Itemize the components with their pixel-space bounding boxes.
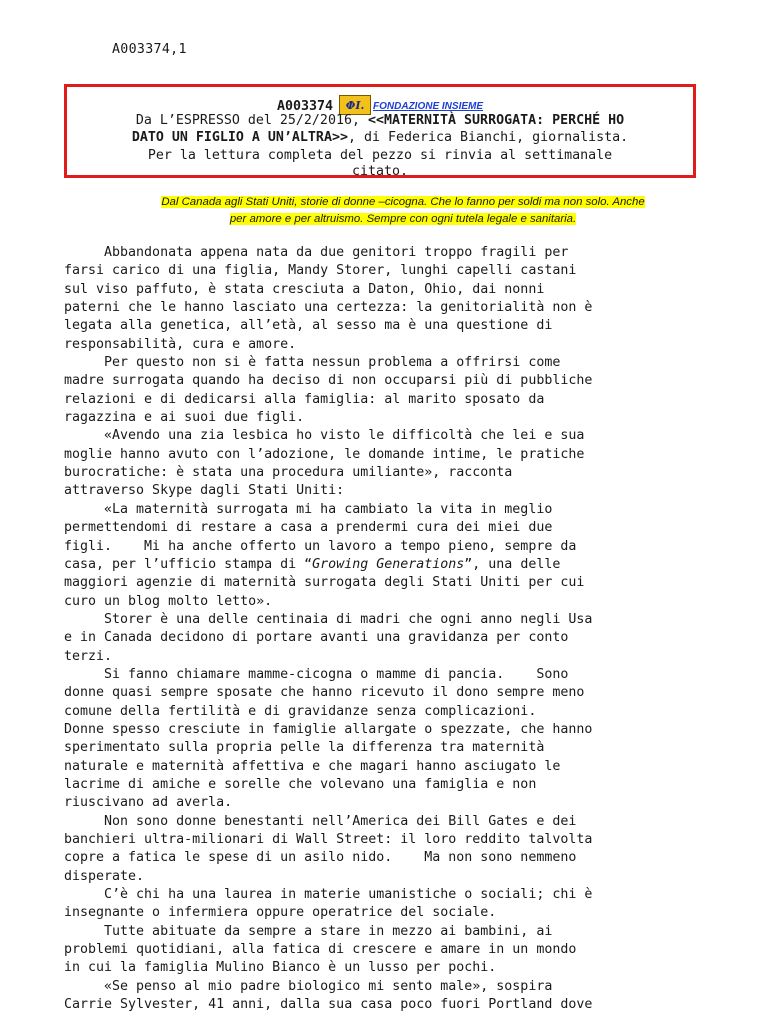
- body-line: Non sono donne benestanti nell’America dei Bill Gates e dei: [64, 813, 577, 829]
- article-title-part2: DATO UN FIGLIO A UN’ALTRA>>: [131, 130, 348, 145]
- body-line: terzi.: [64, 648, 113, 664]
- body-line: attraverso Skype dagli Stati Uniti:: [64, 483, 345, 499]
- body-line: disperate.: [64, 868, 145, 884]
- source-text: Da L’ESPRESSO del 25/2/2016,: [135, 113, 368, 128]
- box-source-line: [67, 112, 693, 129]
- body-line: Abbandonata appena nata da due genitori troppo fragili per: [64, 245, 569, 260]
- article-reference-box: [64, 84, 696, 178]
- document-id: A003374,1: [112, 42, 187, 57]
- body-line: in cui la famiglia Mulino Bianco è un lusso per pochi.: [64, 960, 497, 976]
- body-line: Storer è una delle centinaia di madri che ogni anno negli Usa: [64, 611, 593, 627]
- article-title-part1: <<MATERNITÀ SURROGATA: PERCHÉ HO: [367, 113, 625, 128]
- body-line: permettendomi di restare a casa a prendermi cura dei miei due: [64, 520, 553, 536]
- body-text: ”, una delle: [464, 556, 561, 572]
- body-line: riuscivano ad averla.: [64, 795, 233, 811]
- box-title-line-2: [67, 129, 693, 146]
- body-line: relazioni e di dedicarsi alla famiglia: al marito sposato da: [64, 391, 545, 407]
- body-line: burocratiche: è stata una procedura umiliante», racconta: [64, 465, 513, 481]
- body-line: comune della fertilità e di gravidanze senza complicazioni.: [64, 703, 537, 719]
- fondazione-logo-icon: ΦI.: [339, 95, 371, 115]
- body-line: «Se penso al mio padre biologico mi sento male», sospira: [64, 978, 553, 994]
- body-line: lacrime di amiche e sorelle che volevano una famiglia e non: [64, 776, 537, 792]
- body-line: e in Canada decidono di portare avanti una gravidanza per conto: [64, 630, 569, 646]
- body-line: insegnante o infermiera oppure operatrice del sociale.: [64, 905, 497, 921]
- body-line: banchieri ultra-milionari di Wall Street: il loro reddito talvolta: [64, 832, 593, 847]
- fondazione-insieme-link[interactable]: FONDAZIONE INSIEME: [373, 101, 484, 112]
- author-text: , di Federica Bianchi, giornalista.: [347, 130, 629, 145]
- body-line: paterni che le hanno lasciato una certezza: la genitorialità non è: [64, 300, 593, 316]
- body-line: problemi quotidiani, alla fatica di crescere e amare in un mondo: [64, 942, 577, 958]
- body-line: Carrie Sylvester, 41 anni, dalla sua casa poco fuori Portland dove: [64, 997, 593, 1013]
- body-line: naturale e maternità affettiva e che magari hanno asciugato le: [64, 758, 561, 774]
- body-line: maggiori agenzie di maternità surrogata degli Stati Uniti per cui: [64, 575, 585, 591]
- body-line: sul viso paffuto, è stata cresciuta a Daton, Ohio, dai nonni: [64, 281, 545, 297]
- body-line: farsi carico di una figlia, Mandy Storer, lunghi capelli castani: [64, 263, 577, 279]
- body-line: moglie hanno avuto con l’adozione, le domande intime, le pratiche: [64, 446, 585, 462]
- body-line: Si fanno chiamare mamme-cicogna o mamme di pancia. Sono: [64, 666, 569, 682]
- body-line: madre surrogata quando ha deciso di non occuparsi più di pubbliche: [64, 373, 593, 389]
- body-line: «Avendo una zia lesbica ho visto le difficoltà che lei e sua: [64, 428, 585, 444]
- body-line: legata alla genetica, all’età, al sesso ma è una questione di: [64, 318, 553, 334]
- body-text: casa, per l’ufficio stampa di “: [64, 556, 313, 572]
- body-line: [64, 556, 724, 574]
- article-subtitle: [110, 194, 696, 227]
- article-body: [64, 244, 724, 1014]
- body-line: donne quasi sempre sposate che hanno ricevuto il dono sempre meno: [64, 685, 585, 701]
- body-line: figli. Mi ha anche offerto un lavoro a tempo pieno, sempre da: [64, 538, 577, 554]
- body-line: ragazzina e ai suoi due figli.: [64, 410, 305, 426]
- subtitle-line-1: Dal Canada agli Stati Uniti, storie di donne –cicogna. Che lo fanno per soldi ma non solo. Anche: [161, 196, 645, 208]
- box-doc-id: A003374: [276, 99, 334, 114]
- agency-name: Growing Generations: [312, 556, 465, 572]
- body-line: sperimentato sulla propria pelle la differenza tra maternità: [64, 740, 545, 756]
- box-note-line: Per la lettura completa del pezzo si rinvia al settimanale: [147, 148, 613, 163]
- body-line: responsabilità, cura e amore.: [64, 336, 297, 352]
- body-line: «La maternità surrogata mi ha cambiato la vita in meglio: [64, 501, 553, 517]
- subtitle-line-2: per amore e per altruismo. Sempre con ogni tutela legale e sanitaria.: [229, 212, 577, 225]
- box-note-line-2: citato.: [351, 164, 409, 179]
- body-line: curo un blog molto letto».: [64, 593, 273, 609]
- body-line: Per questo non si è fatta nessun problema a offrirsi come: [64, 355, 561, 371]
- body-line: copre a fatica le spese di un asilo nido. Ma non sono nemmeno: [64, 850, 577, 866]
- body-line: Donne spesso cresciute in famiglie allargate o spezzate, che hanno: [64, 721, 593, 737]
- body-line: Tutte abituate da sempre a stare in mezzo ai bambini, ai: [64, 923, 553, 939]
- body-line: C’è chi ha una laurea in materie umanistiche o sociali; chi è: [64, 887, 593, 903]
